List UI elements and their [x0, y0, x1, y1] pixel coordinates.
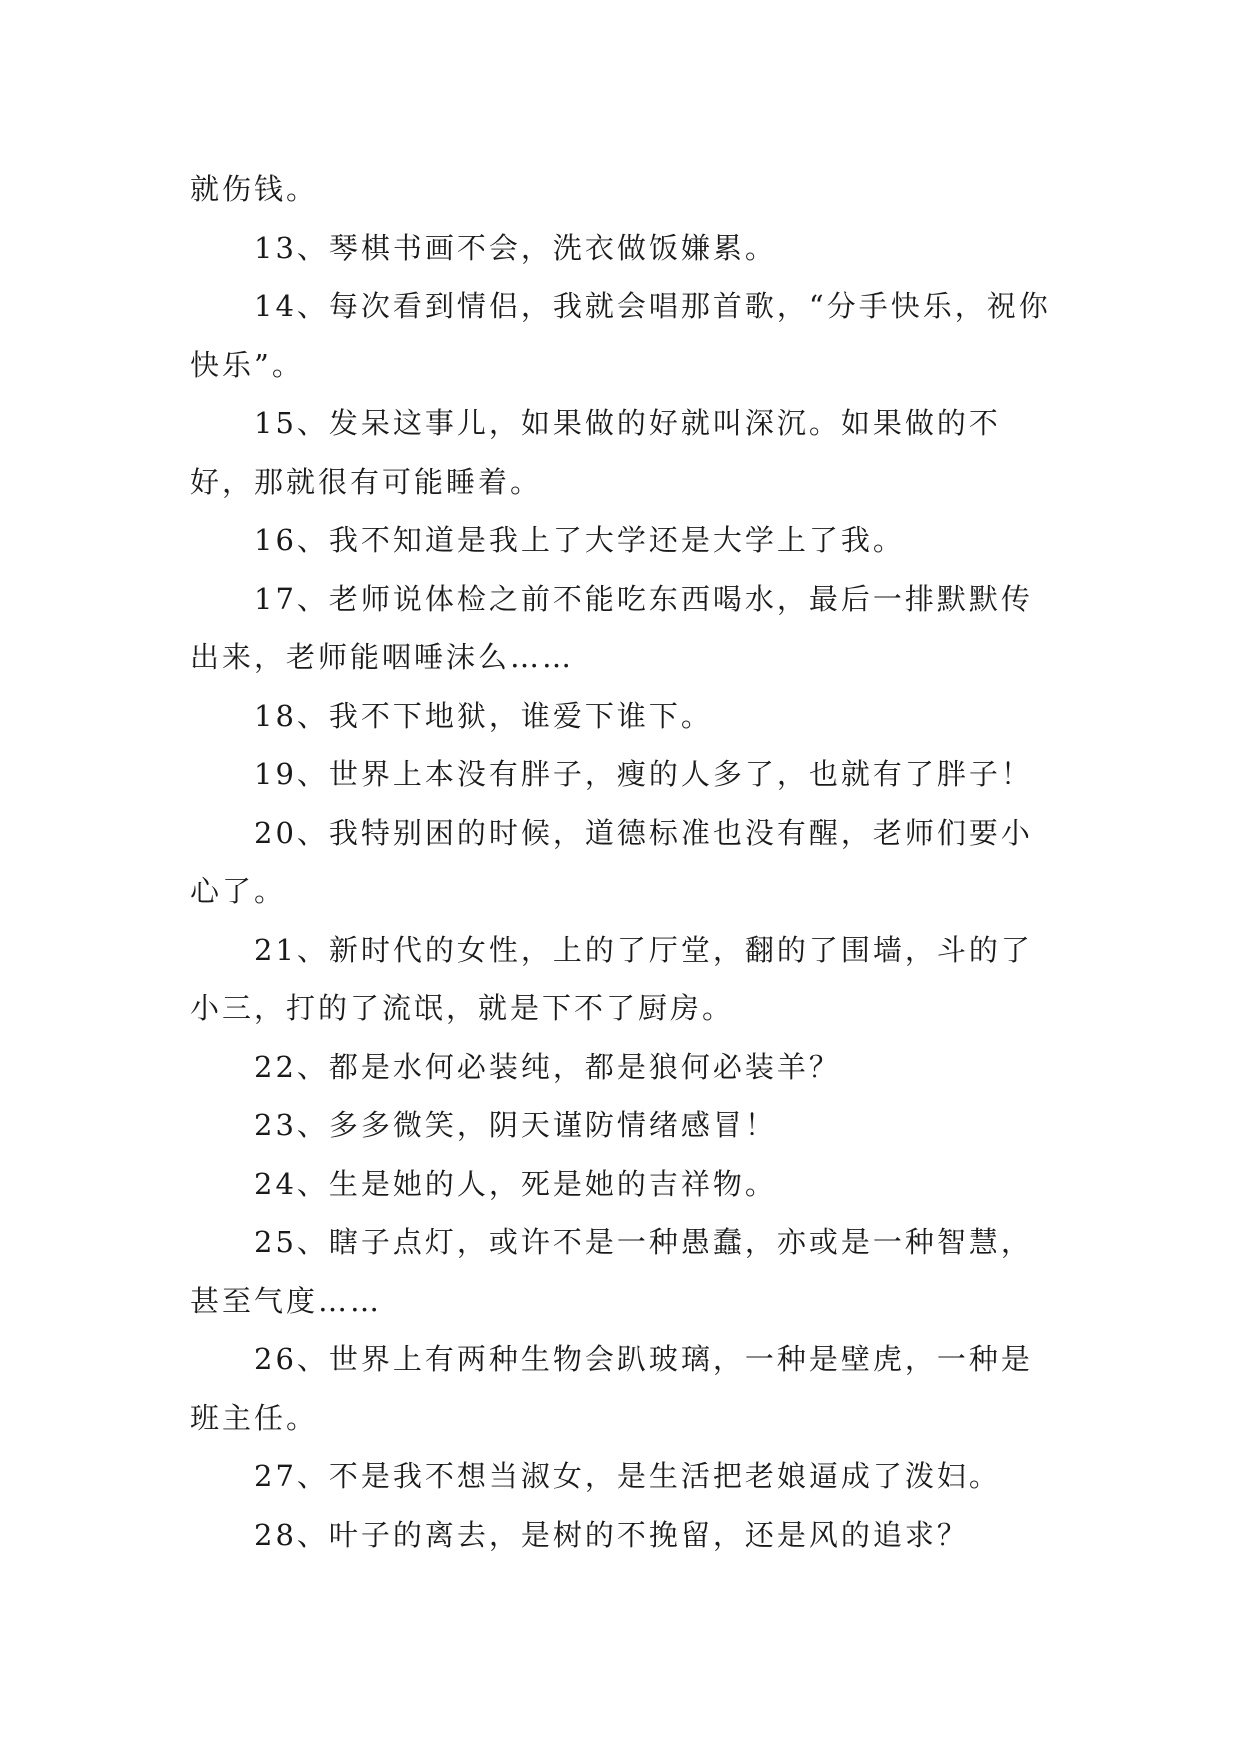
paragraph-19: 19、世界上本没有胖子，瘦的人多了，也就有了胖子！ — [254, 757, 1033, 791]
paragraph-21: 21、新时代的女性，上的了厅堂，翻的了围墙，斗的了小三，打的了流氓，就是下不了厨房。 — [190, 932, 1033, 1025]
paragraph-25: 25、瞎子点灯，或许不是一种愚蠢，亦或是一种智慧，甚至气度…… — [190, 1225, 1033, 1318]
paragraph-continuation: 就伤钱。 — [190, 172, 319, 206]
paragraph-13: 13、琴棋书画不会，洗衣做饭嫌累。 — [254, 230, 777, 265]
paragraph-18: 18、我不下地狱，谁爱下谁下。 — [254, 698, 713, 733]
paragraph-28: 28、叶子的离去，是树的不挽留，还是风的追求？ — [254, 1517, 969, 1552]
paragraph-15: 15、发呆这事儿，如果做的好就叫深沉。如果做的不好，那就很有可能睡着。 — [190, 406, 1001, 499]
paragraph-23: 23、多多微笑，阴天谨防情绪感冒！ — [254, 1108, 777, 1142]
paragraph-24: 24、生是她的人，死是她的吉祥物。 — [254, 1166, 777, 1201]
paragraph-16: 16、我不知道是我上了大学还是大学上了我。 — [254, 523, 905, 557]
paragraph-27: 27、不是我不想当淑女，是生活把老娘逼成了泼妇。 — [254, 1459, 1001, 1493]
paragraph-22: 22、都是水何必装纯，都是狼何必装羊？ — [254, 1049, 841, 1084]
paragraph-17: 17、老师说体检之前不能吃东西喝水，最后一排默默传出来，老师能咽唾沫么…… — [190, 581, 1033, 674]
paragraph-20: 20、我特别困的时候，道德标准也没有醒，老师们要小心了。 — [190, 815, 1033, 908]
paragraph-26: 26、世界上有两种生物会趴玻璃，一种是壁虎，一种是班主任。 — [190, 1342, 1033, 1435]
paragraph-14: 14、每次看到情侣，我就会唱那首歌，“分手快乐，祝你快乐”。 — [190, 289, 1051, 382]
document-body — [190, 160, 1052, 1564]
